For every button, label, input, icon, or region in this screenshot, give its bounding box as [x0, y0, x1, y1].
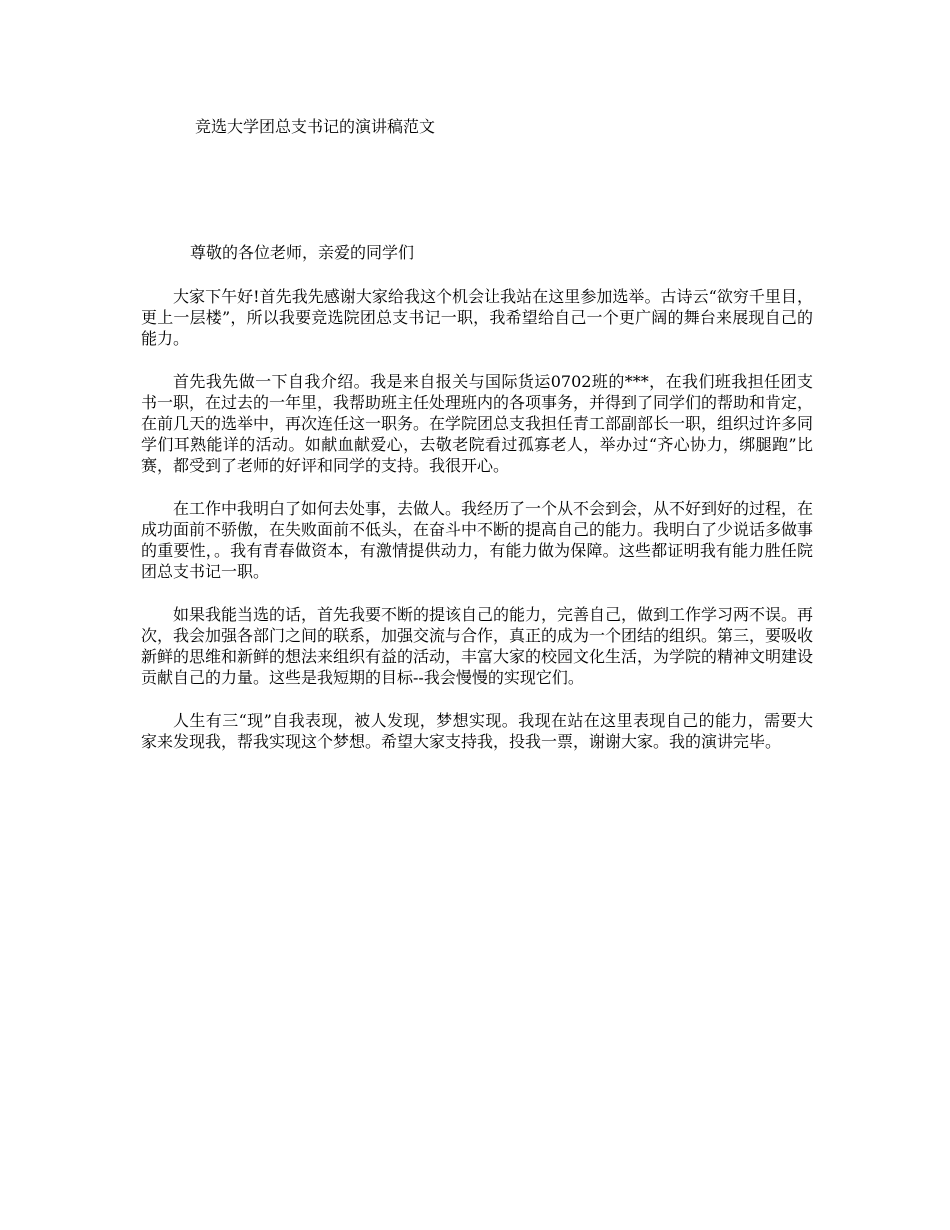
paragraph: 在工作中我明白了如何去处事，去做人。我经历了一个从不会到会，从不好到好的过程，在成功面前不骄傲，在失败面前不低头，在奋斗中不断的提高自己的能力。我明白了少说话多做事的重要性，。我有青春做资本，有激情提供动力，有能力做为保障。这些都证明我有能力胜任院团总支书记一职。: [141, 499, 814, 581]
salutation: 尊敬的各位老师，亲爱的同学们: [190, 243, 415, 262]
document-title: 竞选大学团总支书记的演讲稿范文: [195, 117, 436, 136]
paragraph: 大家下午好!首先我先感谢大家给我这个机会让我站在这里参加选举。古诗云“欲穷千里目，更上一层楼”，所以我要竞选院团总支书记一职，我希望给自己一个更广阔的舞台来展现自己的能力。: [141, 287, 813, 348]
paragraph: 人生有三“现”自我表现，被人发现，梦想实现。我现在站在这里表现自己的能力，需要大家来发现我，帮我实现这个梦想。希望大家支持我，投我一票，谢谢大家。我的演讲完毕。: [141, 711, 813, 751]
document-body: [141, 286, 813, 774]
paragraph: 首先我先做一下自我介绍。我是来自报关与国际货运0702班的***，在我们班我担任团支书一职，在过去的一年里，我帮助班主任处理班内的各项事务，并得到了同学们的帮助和肯定，在前几天的选举中，再次连任这一职务。在学院团总支我担任青工部副部长一职，组织过许多同学们耳熟能详的活动。如献血献爱心，去敬老院看过孤寡老人，举办过“齐心协力，绑腿跑”比赛，都受到了老师的好评和同学的支持。我很开心。: [141, 372, 814, 475]
paragraph: 如果我能当选的话，首先我要不断的提该自己的能力，完善自己，做到工作学习两不误。再次，我会加强各部门之间的联系，加强交流与合作，真正的成为一个团结的组织。第三，要吸收新鲜的思维和新鲜的想法来组织有益的活动，丰富大家的校园文化生活，为学院的精神文明建设贡献自己的力量。这些是我短期的目标--我会慢慢的实现它们。: [141, 605, 814, 687]
